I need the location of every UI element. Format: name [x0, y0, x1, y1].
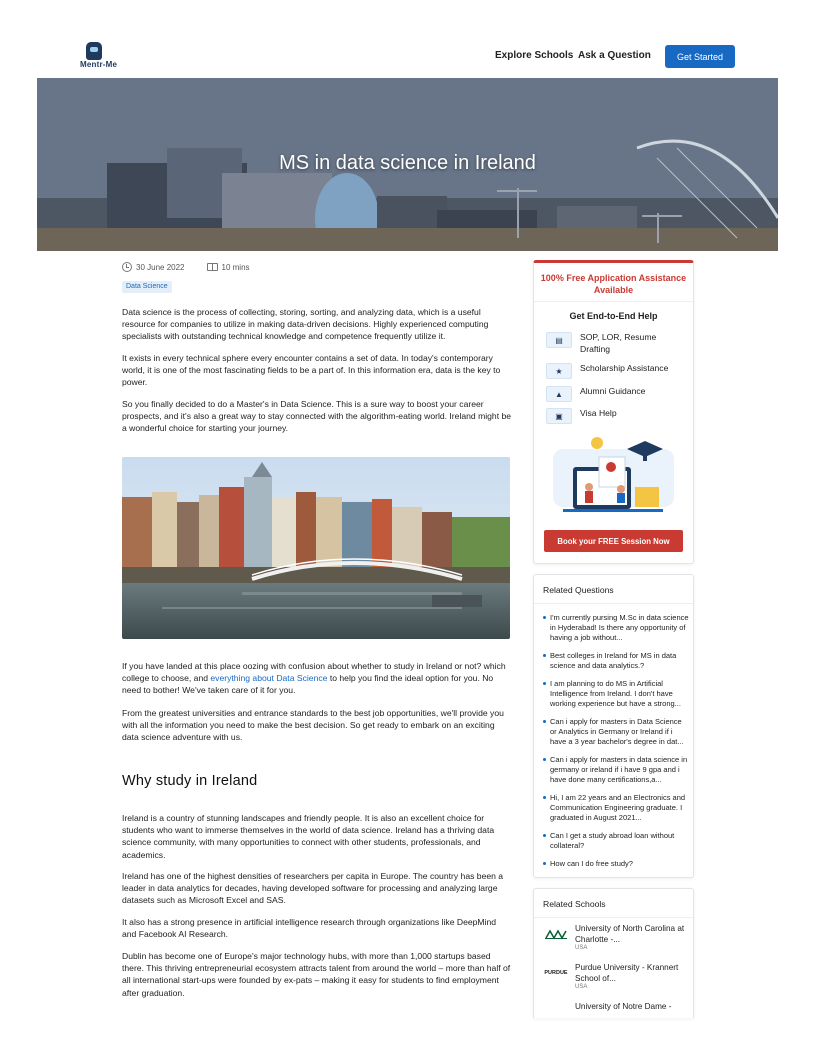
get-started-button[interactable]: Get Started [665, 45, 735, 68]
feature-label: Visa Help [580, 408, 617, 418]
logo-text: Mentr-Me [80, 60, 118, 69]
article-paragraph: Ireland is a country of stunning landscapes and friendly people. It is also an excellent choice for students who want to immerse themselves in the world of data science. Ireland has a thriving data science community, with many opportunities to connect with other students, professionals, and academics. [122, 813, 495, 860]
category-tag[interactable]: Data Science [122, 281, 172, 293]
promo-subtitle: Get End-to-End Help [569, 311, 658, 321]
related-question-link[interactable]: Best colleges in Ireland for MS in data science and data analytics.? [543, 651, 689, 671]
study-abroad-illustration-icon [543, 435, 684, 525]
article-paragraph [122, 660, 512, 697]
divider [534, 603, 693, 604]
section-heading: Why study in Ireland [122, 773, 258, 789]
related-question-link[interactable]: Hi, I am 22 years and an Electronics and Communication Engineering graduate. I graduated in August 2021... [543, 793, 689, 822]
divider [534, 917, 693, 918]
graduate-icon: ▲ [546, 386, 572, 402]
document-icon: ▤ [546, 332, 572, 348]
school-info [575, 963, 685, 990]
article-paragraph: So you finally decided to do a Master's in Data Science. This is a sure way to boost your career prospects, and it's also a great way to stay connected with the algorithm-eating world. Ireland might be a wonderful choice for starting your journey. [122, 399, 512, 434]
page-title: MS in data science in Ireland [279, 152, 536, 174]
read-time: 10 mins [221, 262, 250, 272]
promo-title: 100% Free Application Assistance Available [540, 273, 687, 295]
nav-explore-schools[interactable]: Explore Schools [495, 50, 574, 61]
feature-item [546, 386, 680, 402]
feature-item [546, 363, 680, 379]
book-icon [207, 263, 218, 271]
school-name: Purdue University - Krannert School of... [575, 963, 679, 983]
related-question-link[interactable]: I'm currently pursing M.Sc in data science in Hyderabad! Is there any opportunity of having a job without... [543, 613, 689, 642]
passport-icon: ▣ [546, 408, 572, 424]
school-country: USA [575, 945, 588, 951]
school-item[interactable] [543, 924, 685, 951]
article-paragraph: It exists in every technical sphere every encounter contains a set of data. In today's contemporary world, it is one of the most fascinating fields to be a part of. In this information era, data is the key to power. [122, 353, 501, 388]
feature-label: SOP, LOR, Resume Drafting [580, 332, 657, 354]
feature-item [546, 408, 680, 424]
free-assistance-card [533, 260, 694, 564]
paragraph-text: If you have landed at this place oozing with confusion about whether to study in Ireland or not? which college to choose, and [122, 661, 506, 684]
related-question-link[interactable]: Can i apply for masters in data science in germany or ireland if i have 9 gpa and i have done many certifications,a... [543, 755, 689, 784]
site-header [0, 0, 816, 78]
scholarship-icon: ★ [546, 363, 572, 379]
related-question-link[interactable]: Can I get a study abroad loan without collateral? [543, 831, 689, 851]
related-question-link[interactable]: I am planning to do MS in Artificial Intelligence from Ireland. I don't have working experience but have a strong... [543, 679, 689, 708]
article-paragraph: From the greatest universities and entrance standards to the best job opportunities, we'll provide you with all the information you need to make the best decision. So get ready to embark on an exciting data science adventure with us. [122, 708, 504, 743]
card-title: Related Schools [543, 899, 606, 909]
data-science-link[interactable]: everything about Data Science [210, 673, 328, 684]
article-paragraph: Data science is the process of collecting, storing, sorting, and analyzing data, which is a useful resource for companies to utilize in making data-driven decisions. Highly experienced computing specialists with outstanding technical knowledge and competence frequently utilize it. [122, 307, 489, 342]
school-item[interactable] [543, 1002, 685, 1022]
divider [534, 301, 693, 302]
nav-ask-question[interactable]: Ask a Question [578, 50, 651, 61]
site-logo[interactable] [80, 42, 124, 72]
mentor-logo-icon [86, 42, 102, 60]
school-name: University of Notre Dame - [575, 1002, 672, 1011]
card-title: Related Questions [543, 585, 614, 595]
feature-item [546, 332, 680, 355]
purdue-logo-icon: PURDUE [544, 970, 568, 976]
school-item[interactable] [543, 963, 685, 990]
paragraph-text: to help you find the ideal option for you. No need to bother! We've taken care of it for you. [122, 673, 494, 696]
book-free-session-button[interactable]: Book your FREE Session Now [544, 530, 683, 552]
related-schools-card [533, 888, 694, 1018]
related-questions-card [533, 574, 694, 878]
dublin-bridge-photo [122, 457, 510, 639]
clock-icon [122, 262, 132, 272]
article-paragraph: It also has a strong presence in artificial intelligence research through organizations like DeepMind and Facebook AI Research. [122, 917, 497, 940]
publish-date: 30 June 2022 [136, 262, 185, 272]
feature-label: Scholarship Assistance [580, 363, 669, 373]
school-info [575, 1002, 685, 1022]
hero-banner [37, 78, 778, 251]
related-question-link[interactable]: How can I do free study? [543, 859, 689, 869]
feature-label: Alumni Guidance [580, 386, 646, 396]
related-question-link[interactable]: Can i apply for masters in Data Science or Analytics in Germany or Ireland if i have a 3 year bachelor's degree in dat... [543, 717, 689, 746]
article-paragraph: Ireland has one of the highest densities of researchers per capita in Europe. The country has been a leader in data analytics for decades, having developed software for processing and analyzing large datasets such as Microsoft Excel and SAS. [122, 871, 504, 906]
school-country: USA [575, 984, 588, 990]
notre-dame-logo-icon [543, 1002, 569, 1022]
school-name: University of North Carolina at Charlotte -... [575, 924, 685, 944]
article-paragraph: Dublin has become one of Europe's major technology hubs, with more than 1,000 startups based there. This thriving entrepreneurial ecosystem attracts talent from around the world – more than half of all international start-ups were founded by ex-pats – making it easy for students to find employment after graduation. [122, 951, 511, 998]
school-info [575, 924, 685, 951]
unc-charlotte-logo-icon [543, 924, 569, 944]
article-meta [122, 262, 250, 272]
